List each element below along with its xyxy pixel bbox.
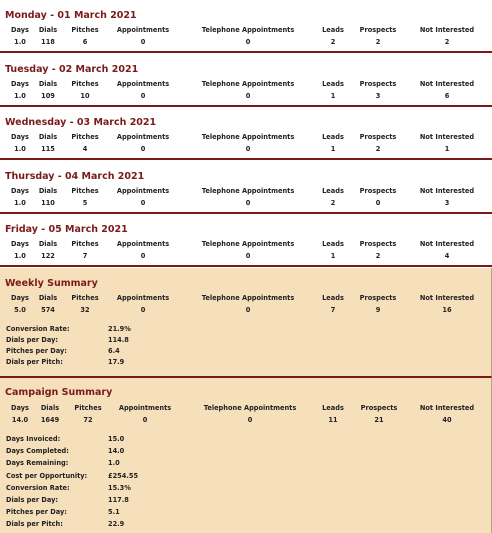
column-header: Prospects	[359, 294, 397, 302]
column-header: Not Interested	[419, 240, 475, 248]
cell-value: 10	[80, 92, 90, 100]
column-header: Dials	[38, 294, 58, 302]
column-header: Dials	[40, 404, 60, 412]
cell-value: 2	[375, 38, 381, 46]
cell-value: 11	[328, 416, 338, 424]
cell-value: 0	[245, 199, 251, 207]
column-header: Prospects	[359, 133, 397, 141]
cell-value: 4	[444, 252, 450, 260]
stat-label: Days Remaining:	[6, 459, 69, 468]
day-section	[0, 214, 492, 267]
column-header: Appointments	[118, 404, 172, 412]
column-header: Not Interested	[419, 133, 475, 141]
day-section	[0, 0, 492, 53]
cell-value: 21	[374, 416, 384, 424]
cell-value: 4	[82, 145, 88, 153]
cell-value: 122	[41, 252, 55, 260]
stat-value: 5.1	[108, 508, 120, 517]
column-header: Not Interested	[419, 404, 475, 412]
stat-label: Dials per Pitch:	[6, 520, 63, 529]
column-header: Appointments	[116, 80, 170, 88]
cell-value: 2	[375, 252, 381, 260]
column-header: Leads	[322, 294, 344, 302]
column-header: Dials	[38, 133, 58, 141]
stat-label: Dials per Day:	[6, 496, 59, 504]
cell-value: 1.0	[14, 145, 26, 153]
cell-value: 0	[245, 306, 251, 314]
cell-value: 109	[41, 92, 55, 100]
cell-value: 7	[82, 252, 88, 260]
column-header: Appointments	[116, 240, 170, 248]
cell-value: 118	[41, 38, 55, 46]
cell-value: 1	[330, 92, 336, 100]
stat-value: 15.3%	[108, 483, 131, 492]
column-header: Appointments	[116, 26, 170, 34]
column-header: Telephone Appointments	[201, 294, 295, 302]
column-header: Pitches	[71, 294, 99, 302]
column-header: Days	[11, 187, 29, 195]
column-header: Telephone Appointments	[203, 404, 297, 412]
cell-value: 6	[444, 92, 450, 100]
cell-value: 2	[375, 145, 381, 153]
column-header: Not Interested	[419, 80, 475, 88]
cell-value: 5	[82, 199, 88, 207]
column-header: Pitches	[71, 80, 99, 88]
cell-value: 0	[247, 416, 253, 424]
column-header: Not Interested	[419, 294, 475, 302]
campaign-summary-title: Campaign Summary	[5, 387, 113, 398]
cell-value: 1	[330, 252, 336, 260]
cell-value: 1649	[40, 416, 60, 424]
cell-value: 1.0	[14, 199, 26, 207]
column-header: Days	[11, 80, 29, 88]
column-header: Pitches	[71, 26, 99, 34]
column-header: Not Interested	[419, 187, 475, 195]
cell-value: 1	[330, 145, 336, 153]
stat-value: 1.0	[108, 459, 120, 468]
cell-value: 6	[82, 38, 88, 46]
column-header: Days	[11, 26, 29, 34]
stat-label: Pitches per Day:	[6, 508, 67, 517]
cell-value: 115	[41, 145, 55, 153]
cell-value: 0	[245, 92, 251, 100]
cell-value: 2	[330, 38, 336, 46]
column-header: Telephone Appointments	[201, 133, 295, 141]
cell-value: 2	[444, 38, 450, 46]
column-header: Leads	[322, 26, 344, 34]
stat-label: Days Completed:	[6, 447, 69, 456]
day-title: Tuesday - 02 March 2021	[5, 64, 139, 75]
cell-value: 32	[80, 306, 90, 314]
cell-value: 0	[375, 199, 381, 207]
stat-label: Dials per Day:	[6, 336, 59, 344]
stat-value: 15.0	[108, 435, 125, 443]
cell-value: 0	[140, 199, 146, 207]
stat-label: Conversion Rate:	[6, 483, 70, 492]
column-header: Pitches	[71, 240, 99, 248]
cell-value: 0	[140, 92, 146, 100]
stat-value: 6.4	[108, 347, 120, 355]
cell-value: 1.0	[14, 252, 26, 260]
day-title: Wednesday - 03 March 2021	[5, 117, 157, 128]
day-section	[0, 54, 492, 107]
column-header: Prospects	[359, 80, 397, 88]
cell-value: 2	[330, 199, 336, 207]
column-header: Prospects	[359, 240, 397, 248]
cell-value: 574	[41, 306, 55, 314]
day-section	[0, 107, 492, 160]
stat-value: £254.55	[108, 471, 139, 480]
day-title: Monday - 01 March 2021	[5, 10, 137, 21]
column-header: Pitches	[71, 133, 99, 141]
cell-value: 3	[375, 92, 381, 100]
stat-label: Dials per Pitch:	[6, 358, 63, 366]
column-header: Days	[11, 240, 29, 248]
stat-label: Conversion Rate:	[6, 325, 70, 333]
column-header: Prospects	[359, 187, 397, 195]
stat-value: 17.9	[108, 358, 125, 366]
day-section	[0, 161, 492, 214]
column-header: Leads	[322, 133, 344, 141]
column-header: Not Interested	[419, 26, 475, 34]
column-header: Dials	[38, 187, 58, 195]
cell-value: 0	[245, 38, 251, 46]
column-header: Days	[11, 133, 29, 141]
column-header: Leads	[322, 404, 344, 412]
column-header: Telephone Appointments	[201, 187, 295, 195]
column-header: Leads	[322, 240, 344, 248]
cell-value: 3	[444, 199, 450, 207]
column-header: Days	[11, 404, 29, 412]
cell-value: 72	[83, 416, 93, 424]
cell-value: 1.0	[14, 92, 26, 100]
column-header: Prospects	[360, 404, 398, 412]
cell-value: 0	[245, 252, 251, 260]
cell-value: 1.0	[14, 38, 26, 46]
stat-value: 114.8	[108, 336, 129, 344]
cell-value: 14.0	[11, 416, 29, 424]
day-title: Friday - 05 March 2021	[5, 224, 128, 235]
column-header: Dials	[38, 80, 58, 88]
column-header: Appointments	[116, 133, 170, 141]
column-header: Appointments	[116, 187, 170, 195]
stat-value: 117.8	[108, 496, 129, 504]
cell-value: 7	[330, 306, 336, 314]
cell-value: 0	[140, 38, 146, 46]
cell-value: 0	[245, 145, 251, 153]
column-header: Pitches	[74, 404, 102, 412]
cell-value: 5.0	[14, 306, 26, 314]
column-header: Days	[11, 294, 29, 302]
stat-value: 21.9%	[108, 325, 131, 333]
stat-label: Days Invoiced:	[6, 435, 61, 443]
weekly-summary	[0, 268, 492, 376]
cell-value: 16	[442, 306, 452, 314]
column-header: Leads	[322, 187, 344, 195]
cell-value: 0	[142, 416, 148, 424]
stat-value: 22.9	[108, 520, 125, 529]
column-header: Pitches	[71, 187, 99, 195]
weekly-summary-title: Weekly Summary	[5, 278, 98, 289]
column-header: Appointments	[116, 294, 170, 302]
column-header: Dials	[38, 26, 58, 34]
column-header: Prospects	[359, 26, 397, 34]
cell-value: 0	[140, 306, 146, 314]
column-header: Telephone Appointments	[201, 240, 295, 248]
cell-value: 0	[140, 252, 146, 260]
campaign-summary	[0, 376, 492, 533]
day-title: Thursday - 04 March 2021	[5, 171, 145, 182]
cell-value: 1	[444, 145, 450, 153]
cell-value: 110	[41, 199, 55, 207]
stat-label: Pitches per Day:	[6, 347, 67, 355]
stat-label: Cost per Opportunity:	[6, 471, 88, 480]
column-header: Dials	[38, 240, 58, 248]
cell-value: 9	[375, 306, 381, 314]
column-header: Leads	[322, 80, 344, 88]
column-header: Telephone Appointments	[201, 26, 295, 34]
column-header: Telephone Appointments	[201, 80, 295, 88]
cell-value: 40	[442, 416, 452, 424]
cell-value: 0	[140, 145, 146, 153]
stat-value: 14.0	[108, 447, 125, 456]
